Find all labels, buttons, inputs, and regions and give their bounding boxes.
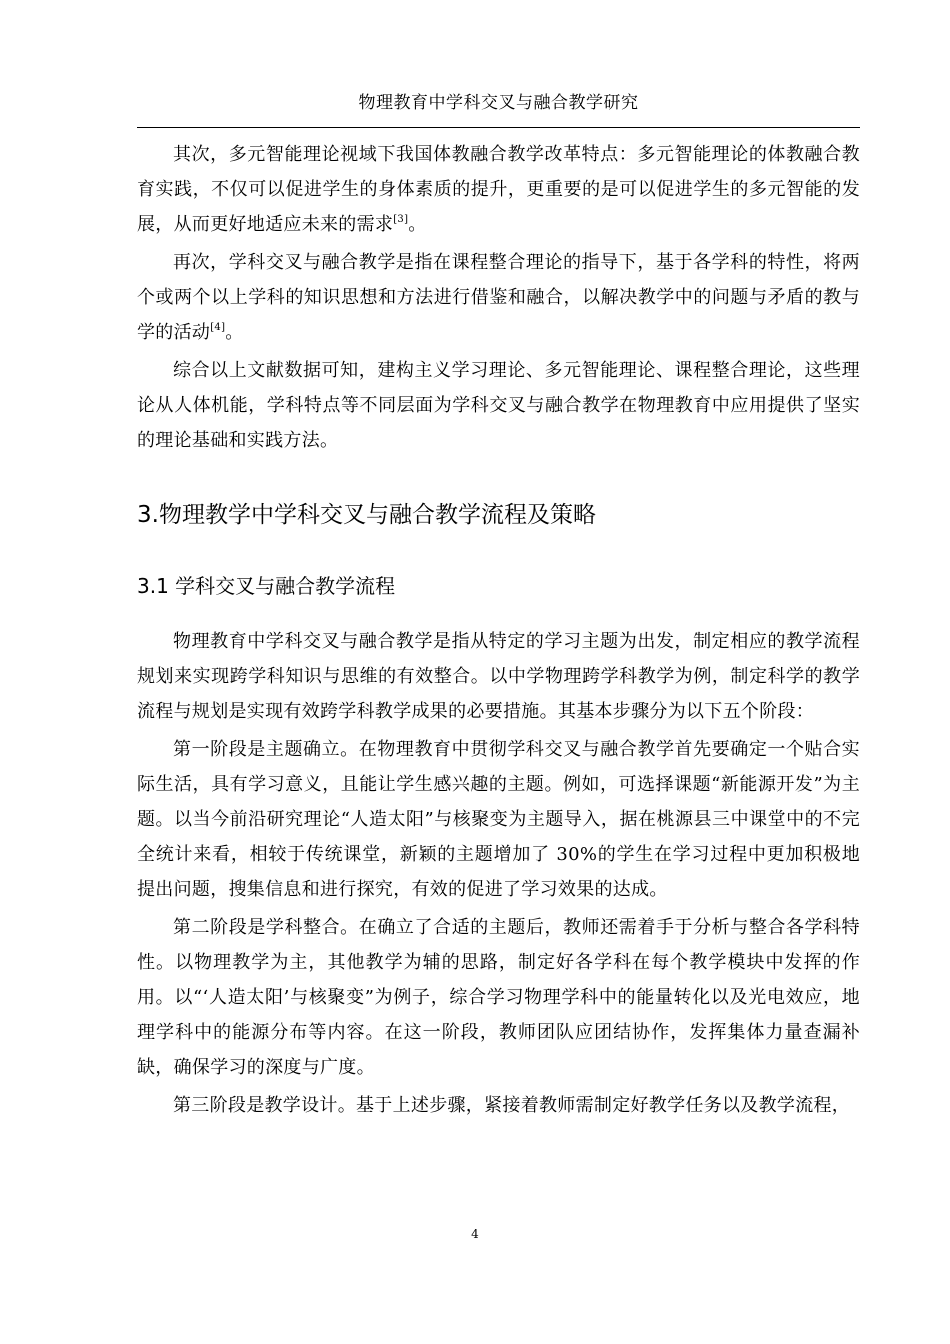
paragraph-tail: 。 <box>408 214 427 235</box>
citation-ref: [4] <box>210 322 226 333</box>
body-paragraph: 第三阶段是教学设计。基于上述步骤，紧接着教师需制定好教学任务以及教学流程， <box>173 1095 851 1116</box>
paragraph-tail: 。 <box>225 322 244 343</box>
running-header: 物理教育中学科交叉与融合教学研究 <box>358 93 639 113</box>
paragraph-text: 再次，学科交叉与融合教学是指在课程整合理论的指导下，基于各学科的特性，将两个或两个以上学科的知识思想和方法进行借鉴和融合，以解决教学中的问题与矛盾的教与学的活动 <box>137 252 860 343</box>
body-paragraph: 综合以上文献数据可知，建构主义学习理论、多元智能理论、课程整合理论，这些理论从人体机能，学科特点等不同层面为学科交叉与融合教学在物理教育中应用提供了坚实的理论基础和实践方法。 <box>137 360 860 451</box>
subsection-heading: 3.1 学科交叉与融合教学流程 <box>137 574 396 598</box>
body-paragraph <box>137 137 860 242</box>
page-body <box>137 137 860 1126</box>
body-paragraph <box>137 245 860 350</box>
body-paragraph: 物理教育中学科交叉与融合教学是指从特定的学习主题为出发，制定相应的教学流程规划来实现跨学科知识与思维的有效整合。以中学物理跨学科教学为例，制定科学的教学流程与规划是实现有效跨学科教学成果的必要措施。其基本步骤分为以下五个阶段： <box>137 631 860 722</box>
header-rule <box>137 127 860 128</box>
page-number: 4 <box>471 1227 479 1241</box>
body-paragraph: 第二阶段是学科整合。在确立了合适的主题后，教师还需着手于分析与整合各学科特性。以物理教学为主，其他教学为辅的思路，制定好各学科在每个教学模块中发挥的作用。以“‘人造太阳’与核聚变”为例子，综合学习物理学科中的能量转化以及光电效应，地理学科中的能源分布等内容。在这一阶段，教师团队应团结协作，发挥集体力量查漏补缺，确保学习的深度与广度。 <box>137 917 860 1078</box>
citation-ref: [3] <box>393 214 409 225</box>
section-heading: 3.物理教学中学科交叉与融合教学流程及策略 <box>137 502 596 528</box>
body-paragraph: 第一阶段是主题确立。在物理教育中贯彻学科交叉与融合教学首先要确定一个贴合实际生活，具有学习意义，且能让学生感兴趣的主题。例如，可选择课题“新能源开发”为主题。以当今前沿研究理论“人造太阳”与核聚变为主题导入，据在桃源县三中课堂中的不完全统计来看，相较于传统课堂，新颖的主题增加了 30%的学生在学习过程中更加积极地提出问题，搜集信息和进行探究，有效的促进了学习效果的达成。 <box>137 739 860 900</box>
paragraph-text: 其次，多元智能理论视域下我国体教融合教学改革特点：多元智能理论的体教融合教育实践，不仅可以促进学生的身体素质的提升，更重要的是可以促进学生的多元智能的发展，从而更好地适应未来的需求 <box>137 144 860 235</box>
